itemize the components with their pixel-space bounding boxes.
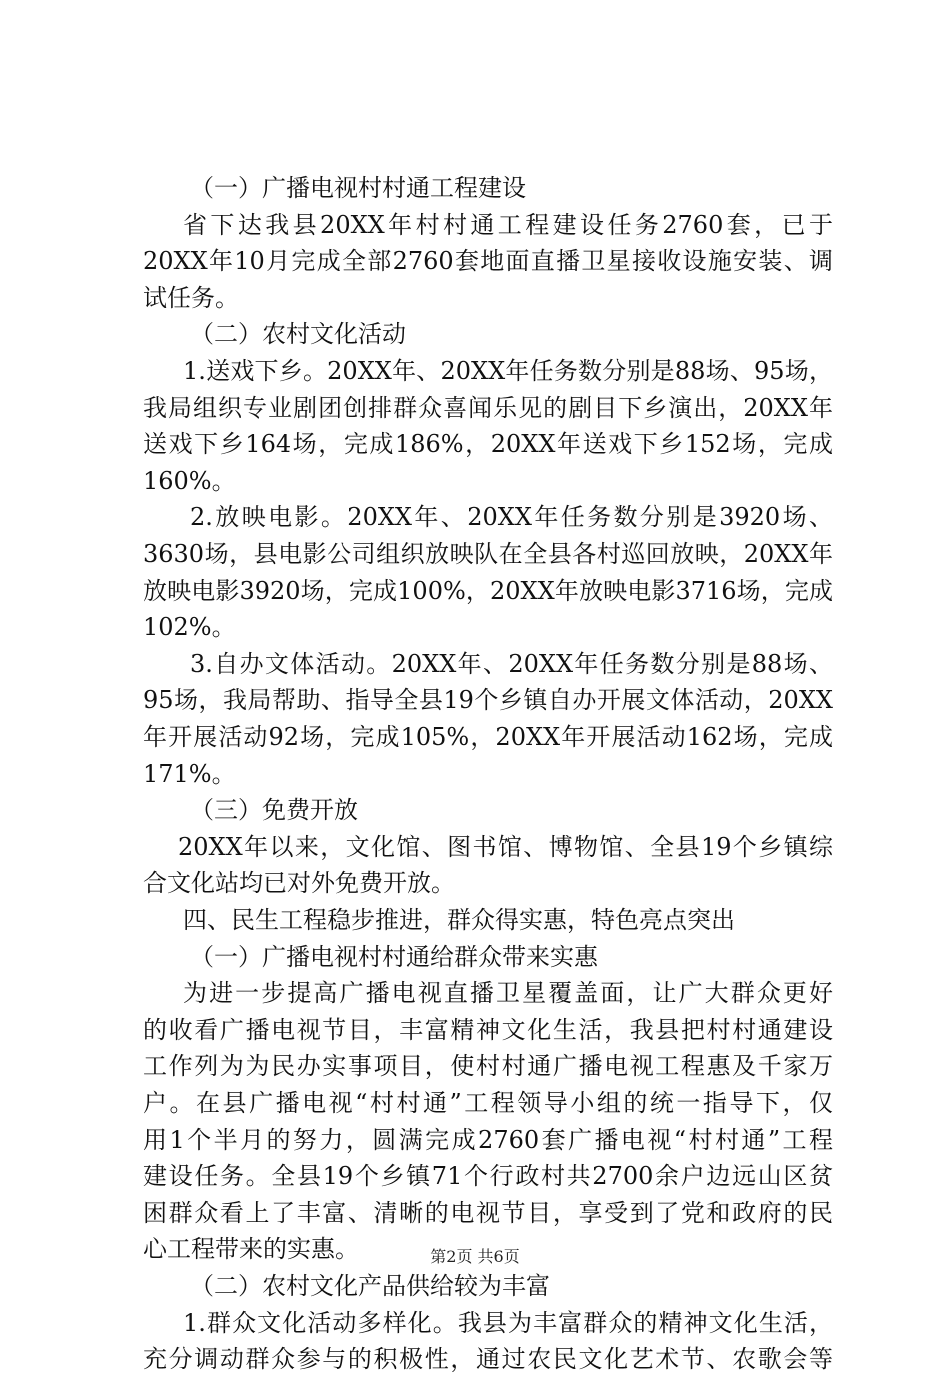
text-line: 试任务。 (143, 283, 239, 312)
text-line: 放映电影3920场，完成100%，20XX年放映电影3716场，完成 (143, 576, 833, 605)
text-line: （一）广播电视村村通工程建设 (190, 174, 526, 202)
text-line: （二）农村文化产品供给较为丰富 (190, 1272, 550, 1300)
text-line: 3.自办文体活动。20XX年、20XX年任务数分别是88场、 (190, 649, 833, 678)
text-line: 20XX年10月完成全部2760套地面直播卫星接收设施安装、调 (143, 247, 833, 276)
text-line: 1.送戏下乡。20XX年、20XX年任务数分别是88场、95场， (183, 357, 833, 385)
text-line: （一）广播电视村村通给群众带来实惠 (190, 942, 598, 971)
text-line: 送戏下乡164场，完成186%，20XX年送戏下乡152场，完成 (143, 430, 833, 459)
text-line: 为进一步提高广播电视直播卫星覆盖面，让广大群众更好 (183, 979, 833, 1008)
text-line: 我局组织专业剧团创排群众喜闻乐见的剧目下乡演出，20XX年 (143, 393, 833, 422)
text-line: 3630场，县电影公司组织放映队在全县各村巡回放映，20XX年 (143, 540, 833, 568)
text-line: 户。在县广播电视“村村通”工程领导小组的统一指导下，仅 (143, 1089, 833, 1117)
text-line: 1.群众文化活动多样化。我县为丰富群众的精神文化生活， (183, 1308, 833, 1337)
text-line: 四、民生工程稳步推进，群众得实惠，特色亮点突出 (183, 906, 735, 934)
text-line: 102%。 (143, 613, 236, 642)
text-line: 困群众看上了丰富、清晰的电视节目，享受到了党和政府的民 (143, 1198, 833, 1227)
text-line: 年开展活动92场，完成105%，20XX年开展活动162场，完成 (143, 723, 833, 751)
text-line: 心工程带来的实惠。 (143, 1235, 359, 1264)
text-line: 160%。 (143, 466, 236, 495)
text-line: （三）免费开放 (190, 796, 358, 825)
text-line: （二）农村文化活动 (190, 320, 406, 349)
text-line: 充分调动群众参与的积极性，通过农民文化艺术节、农歌会等 (143, 1345, 833, 1374)
text-line: 用1个半月的努力，圆满完成2760套广播电视“村村通”工程 (143, 1125, 833, 1154)
page-footer: 第2页 共6页 (430, 1247, 520, 1266)
text-line: 20XX年以来，文化馆、图书馆、博物馆、全县19个乡镇综 (178, 832, 833, 861)
text-line: 95场，我局帮助、指导全县19个乡镇自办开展文体活动，20XX (143, 686, 833, 715)
text-line: 的收看广播电视节目，丰富精神文化生活，我县把村村通建设 (143, 1015, 833, 1044)
text-line: 建设任务。全县19个乡镇71个行政村共2700余户边远山区贫 (143, 1162, 833, 1191)
text-line: 2.放映电影。20XX年、20XX年任务数分别是3920场、 (190, 503, 833, 532)
text-line: 合文化站均已对外免费开放。 (143, 869, 455, 898)
text-line: 171%。 (143, 759, 236, 788)
text-line: 工作列为为民办实事项目，使村村通广播电视工程惠及千家万 (143, 1052, 833, 1081)
text-line: 省下达我县20XX年村村通工程建设任务2760套，已于 (183, 210, 833, 239)
